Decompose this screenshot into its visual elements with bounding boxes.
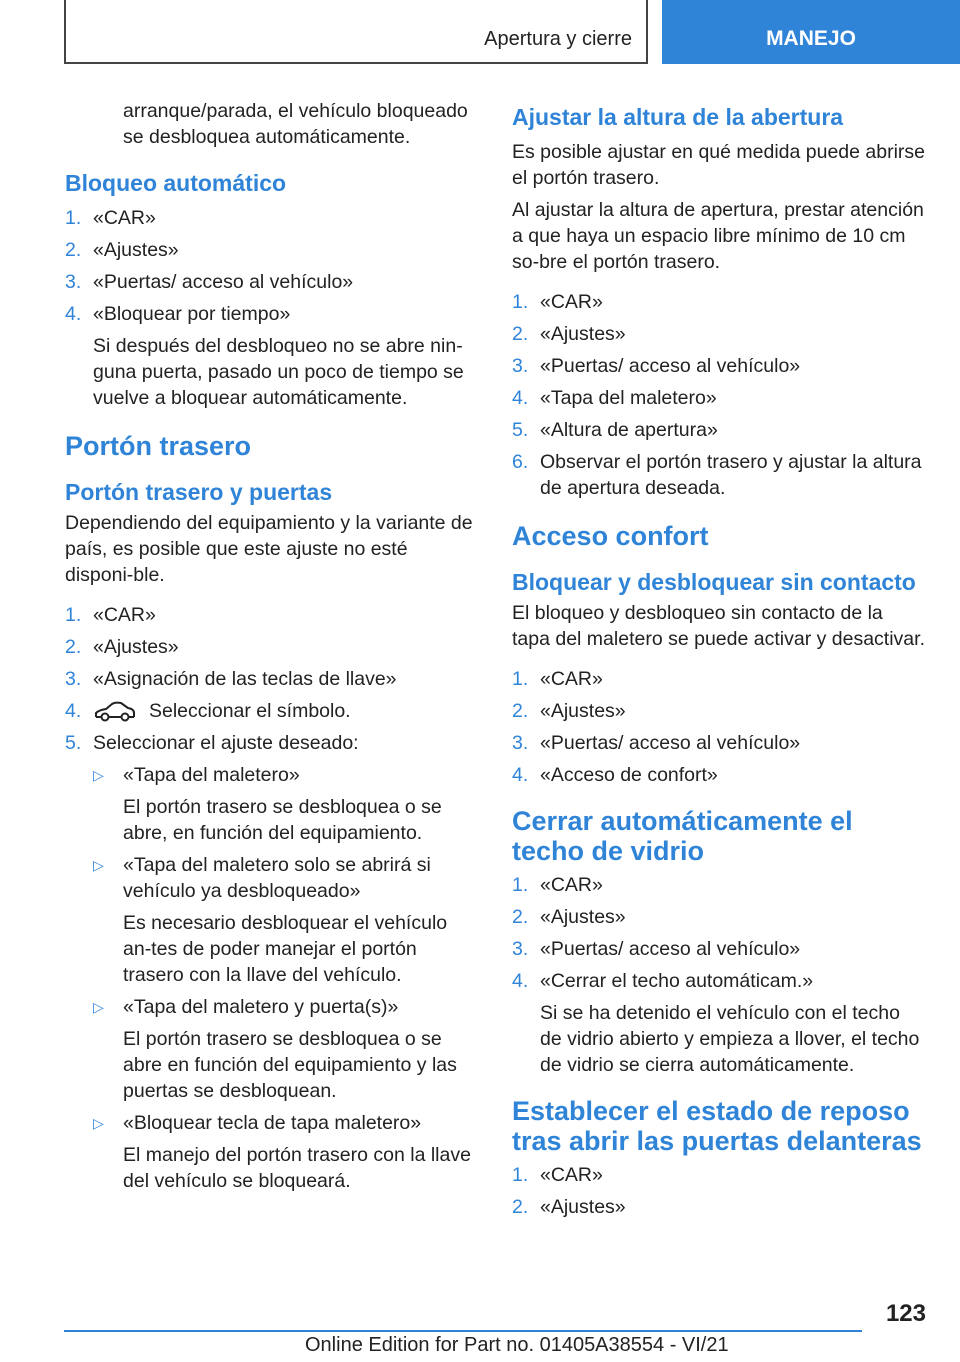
list-item xyxy=(512,730,926,756)
list-item xyxy=(65,237,478,263)
option-label: «Tapa del maletero» xyxy=(123,764,300,786)
step-text: «Puertas/ acceso al vehículo» xyxy=(540,732,801,754)
altura-paragraph-1: Es posible ajustar en qué medida puede abrirse el portón trasero. xyxy=(512,141,926,189)
list-item xyxy=(512,904,926,930)
heading-reposo: Establecer el estado de reposo tras abrir las puertas delanteras xyxy=(512,1096,922,1156)
step-number: 3. xyxy=(512,938,529,960)
list-item xyxy=(512,762,926,788)
step-text: «Bloquear por tiempo» xyxy=(93,303,291,325)
step-number: 4. xyxy=(65,303,82,325)
list-item xyxy=(512,698,926,724)
list-item xyxy=(65,269,478,295)
chapter-tab: MANEJO xyxy=(662,0,960,64)
heading-confort: Acceso confort xyxy=(512,521,709,551)
option-desc: El portón trasero se desbloquea o se abre en función del equipamiento y las puertas se desbloquean. xyxy=(123,1028,457,1102)
step-number: 4. xyxy=(65,700,82,722)
section-title: Apertura y cierre xyxy=(484,28,632,50)
step-number: 1. xyxy=(65,207,82,229)
step-text: «Ajustes» xyxy=(540,906,626,928)
step-number: 6. xyxy=(512,451,529,473)
footer-divider xyxy=(64,1330,862,1332)
list-item xyxy=(65,602,478,628)
step-text: Seleccionar el ajuste deseado: xyxy=(93,732,359,754)
step-text: «Ajustes» xyxy=(93,636,179,658)
list-item xyxy=(512,353,926,379)
step-number: 1. xyxy=(65,604,82,626)
list-item xyxy=(512,936,926,962)
option-label: «Bloquear tecla de tapa maletero» xyxy=(123,1112,422,1134)
page-number: 123 xyxy=(885,1300,926,1327)
step-number: 2. xyxy=(512,700,529,722)
step-text: «Puertas/ acceso al vehículo» xyxy=(93,271,354,293)
step-number: 2. xyxy=(512,906,529,928)
step-note: Si se ha detenido el vehículo con el techo de vidrio abierto y empieza a llover, el techo de vidrio se cierra automáticamente. xyxy=(540,1002,920,1076)
step-text: «CAR» xyxy=(540,668,603,690)
option-item xyxy=(65,1110,478,1136)
step-number: 3. xyxy=(65,271,82,293)
option-desc: El portón trasero se desbloquea o se abre, en función del equipamiento. xyxy=(123,796,442,844)
step-number: 2. xyxy=(65,239,82,261)
step-text: «Ajustes» xyxy=(540,323,626,345)
list-item xyxy=(512,968,926,994)
step-text: «Acceso de confort» xyxy=(540,764,718,786)
step-text: «CAR» xyxy=(93,604,156,626)
list-item xyxy=(512,385,926,411)
option-label: «Tapa del maletero solo se abrirá si vehículo ya desbloqueado» xyxy=(123,854,431,902)
step-text: «CAR» xyxy=(540,1164,603,1186)
list-item xyxy=(65,666,478,692)
list-item xyxy=(65,301,478,327)
subheading-sin-contacto: Bloquear y desbloquear sin contacto xyxy=(512,569,916,595)
step-number: 5. xyxy=(65,732,82,754)
list-item xyxy=(512,417,926,443)
list-item xyxy=(512,872,926,898)
step-text: «Ajustes» xyxy=(540,1196,626,1218)
step-number: 2. xyxy=(65,636,82,658)
altura-paragraph-2: Al ajustar la altura de apertura, prestar atención a que haya un espacio libre mínimo de 10 cm so-bre el portón trasero. xyxy=(512,199,924,273)
intro-text: arranque/parada, el vehículo bloqueado se desbloquea automáticamente. xyxy=(123,100,468,148)
step-number: 4. xyxy=(512,970,529,992)
heading-bloqueo: Bloqueo automático xyxy=(65,170,287,196)
step-number: 2. xyxy=(512,1196,529,1218)
list-item xyxy=(65,634,478,660)
triangle-bullet-icon: ▷ xyxy=(93,999,104,1015)
step-text: «Tapa del maletero» xyxy=(540,387,717,409)
heading-techo: Cerrar automáticamente el techo de vidrio xyxy=(512,806,853,866)
right-column xyxy=(512,104,926,1226)
option-label: «Tapa del maletero y puerta(s)» xyxy=(123,996,399,1018)
step-note: Si después del desbloqueo no se abre nin-guna puerta, pasado un poco de tiempo se vuelve a bloquear automáticamente. xyxy=(93,335,464,409)
option-desc: El manejo del portón trasero con la llave del vehículo se bloqueará. xyxy=(123,1144,471,1192)
step-text: «Ajustes» xyxy=(540,700,626,722)
heading-altura: Ajustar la altura de la abertura xyxy=(512,104,844,130)
triangle-bullet-icon: ▷ xyxy=(93,767,104,783)
step-number: 2. xyxy=(512,323,529,345)
list-item xyxy=(512,289,926,315)
step-text: «CAR» xyxy=(540,874,603,896)
step-text-label: Seleccionar el símbolo. xyxy=(149,700,351,722)
option-desc: Es necesario desbloquear el vehículo an-tes de poder manejar el portón trasero con la llave del vehículo. xyxy=(123,912,448,986)
step-number: 1. xyxy=(512,874,529,896)
step-text: «Asignación de las teclas de llave» xyxy=(93,668,397,690)
page-header xyxy=(0,0,960,66)
step-number: 4. xyxy=(512,387,529,409)
list-item xyxy=(512,321,926,347)
step-text: «CAR» xyxy=(93,207,156,229)
car-icon xyxy=(93,701,137,723)
option-item xyxy=(65,852,478,904)
subheading-porton-puertas: Portón trasero y puertas xyxy=(65,479,333,505)
step-text xyxy=(93,698,478,724)
triangle-bullet-icon: ▷ xyxy=(93,1115,104,1131)
step-number: 5. xyxy=(512,419,529,441)
step-number: 4. xyxy=(512,764,529,786)
step-number: 3. xyxy=(512,732,529,754)
list-item xyxy=(512,449,926,501)
list-item xyxy=(65,698,478,724)
step-text: Observar el portón trasero y ajustar la altura de apertura deseada. xyxy=(540,451,922,499)
step-text: «Cerrar el techo automáticam.» xyxy=(540,970,814,992)
option-item xyxy=(65,762,478,788)
step-text: «Puertas/ acceso al vehículo» xyxy=(540,938,801,960)
confort-description: El bloqueo y desbloqueo sin contacto de la tapa del maletero se puede activar y desactivar. xyxy=(512,602,925,650)
list-item xyxy=(512,666,926,692)
step-number: 3. xyxy=(65,668,82,690)
list-item xyxy=(65,205,478,231)
triangle-bullet-icon: ▷ xyxy=(93,857,104,873)
left-column xyxy=(65,98,478,1200)
heading-porton: Portón trasero xyxy=(65,431,252,461)
list-item xyxy=(512,1162,926,1188)
step-number: 3. xyxy=(512,355,529,377)
list-item xyxy=(512,1194,926,1220)
step-text: «Altura de apertura» xyxy=(540,419,718,441)
step-text: «Ajustes» xyxy=(93,239,179,261)
list-item xyxy=(65,730,478,756)
step-number: 1. xyxy=(512,1164,529,1186)
header-box xyxy=(64,0,648,64)
step-number: 1. xyxy=(512,291,529,313)
step-number: 1. xyxy=(512,668,529,690)
step-text: «CAR» xyxy=(540,291,603,313)
edition-text: Online Edition for Part no. 01405A38554 - VI/21 xyxy=(305,1334,729,1356)
step-text: «Puertas/ acceso al vehículo» xyxy=(540,355,801,377)
option-item xyxy=(65,994,478,1020)
porton-description: Dependiendo del equipamiento y la variante de país, es posible que este ajuste no esté disponi-ble. xyxy=(65,512,473,586)
